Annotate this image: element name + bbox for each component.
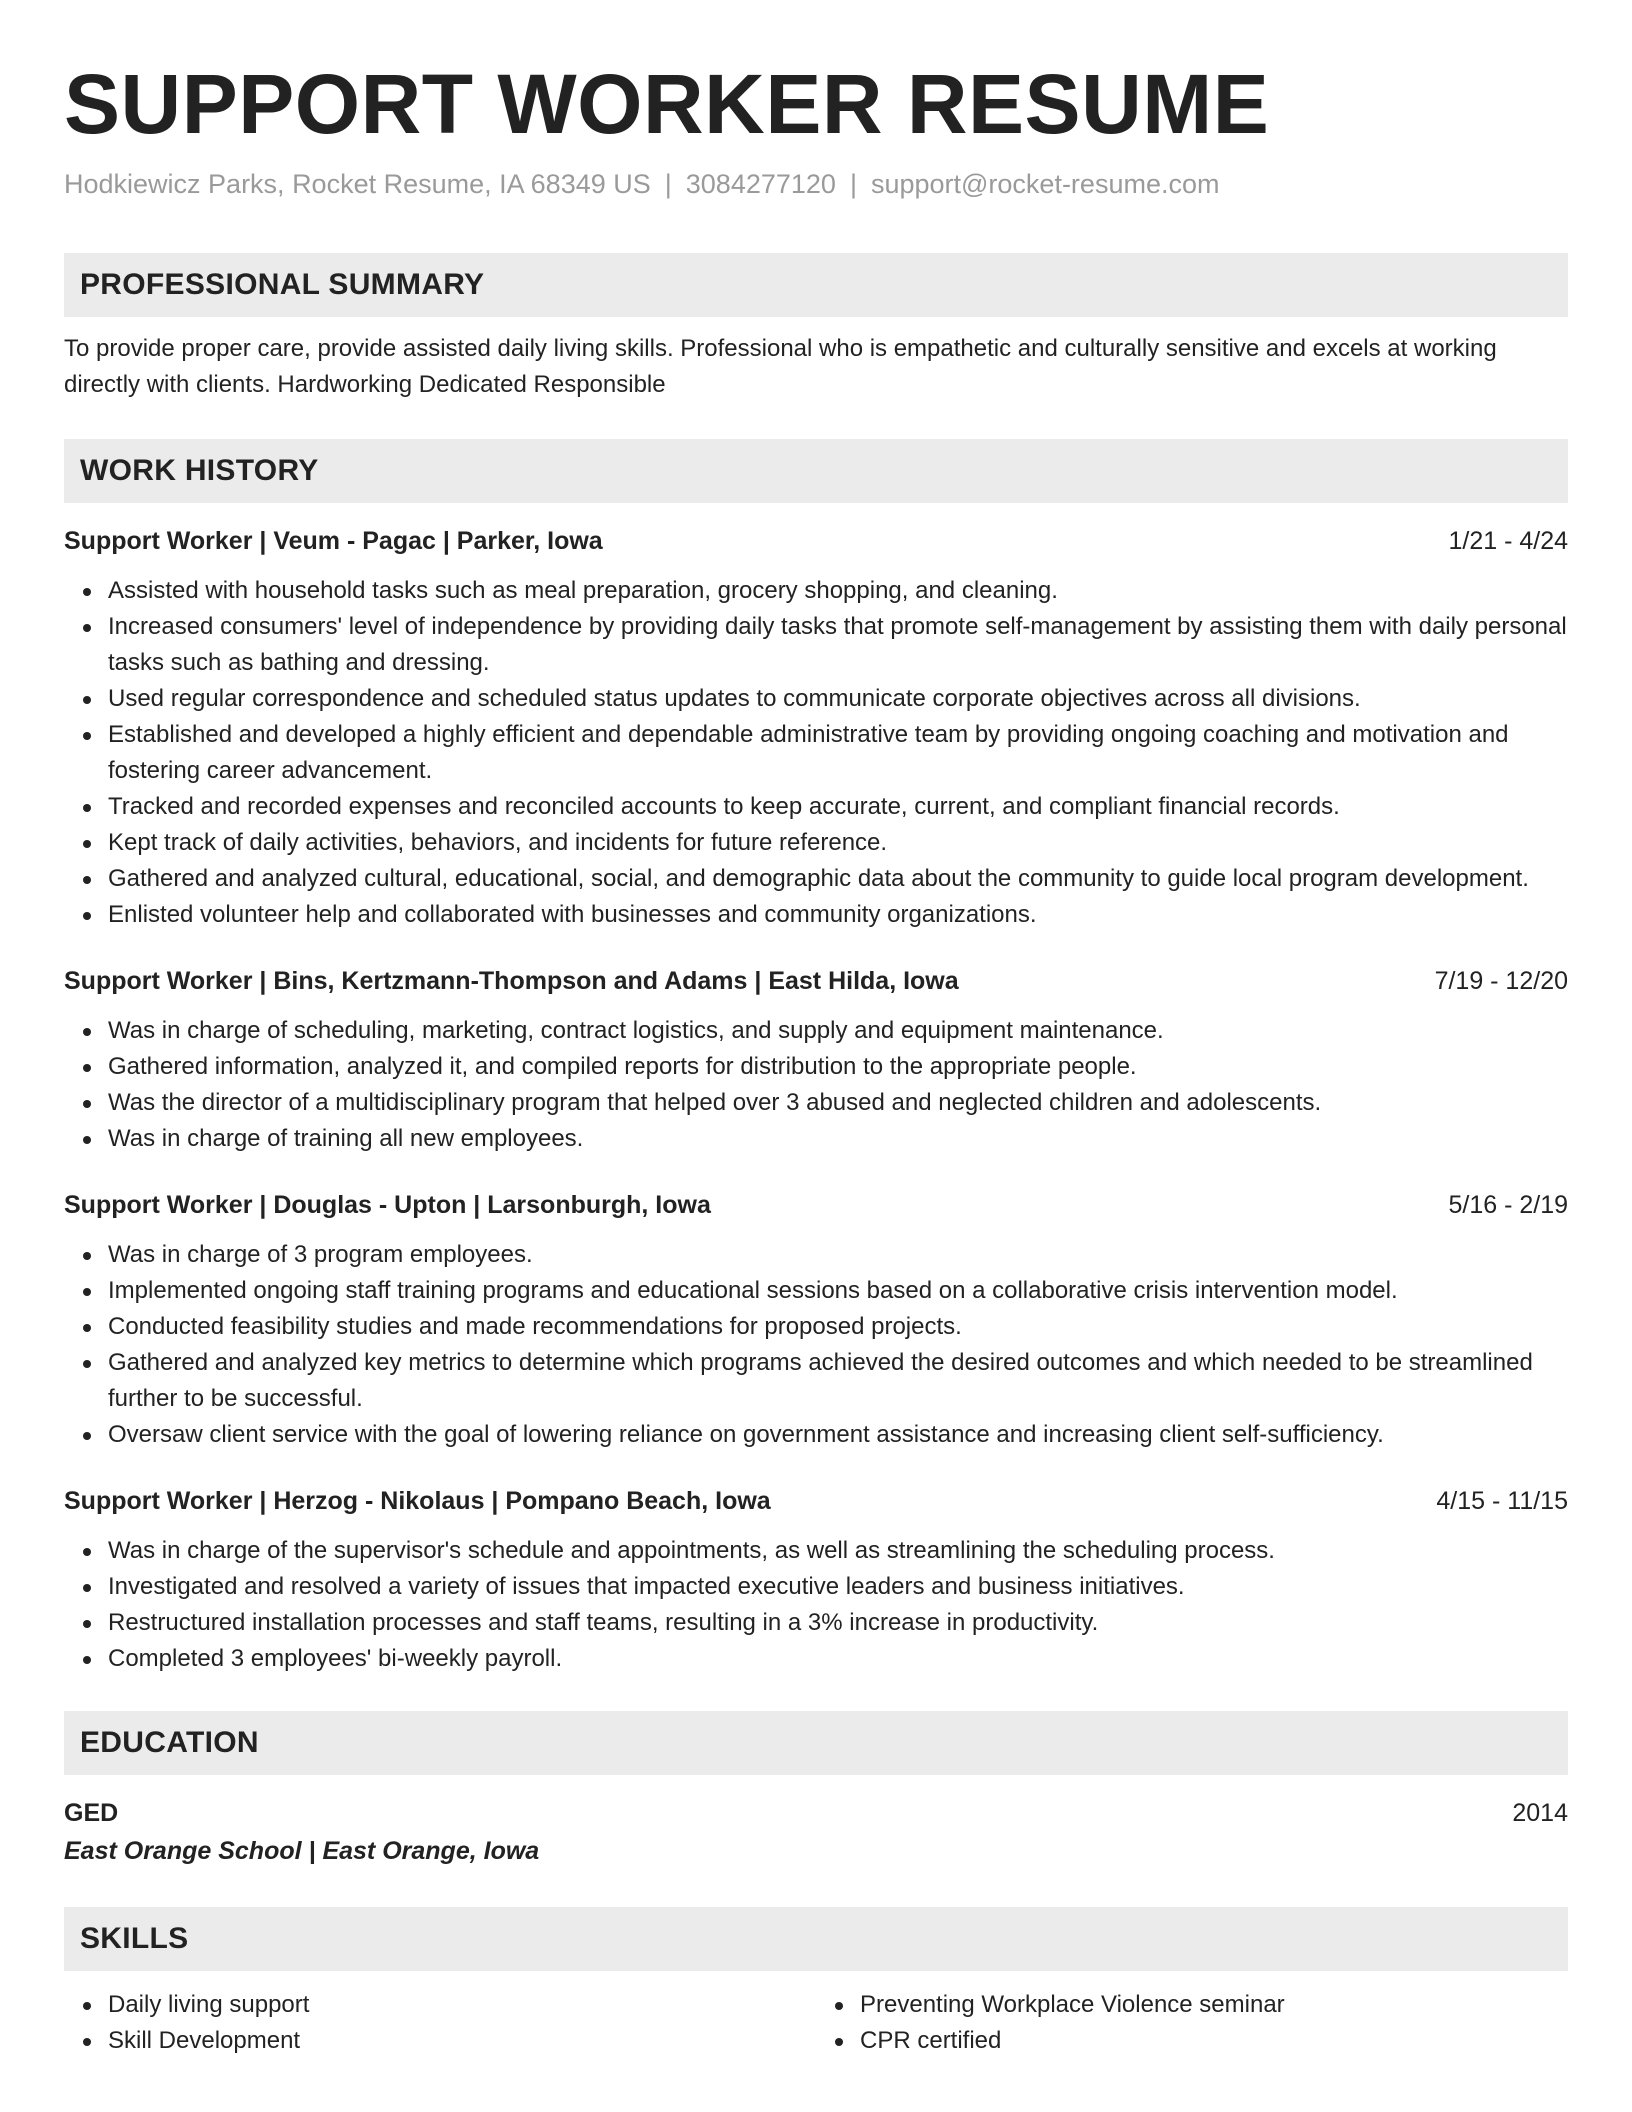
job-dates: 5/16 - 2/19: [1448, 1191, 1568, 1219]
job-bullet: Was in charge of the supervisor's schedule and appointments, as well as streamlining the scheduling process.: [108, 1533, 1568, 1569]
job-header: [64, 1187, 1568, 1223]
job-bullet: Gathered and analyzed key metrics to determine which programs achieved the desired outcomes and which needed to be streamlined further to be successful.: [108, 1345, 1568, 1417]
education-year: 2014: [1512, 1799, 1568, 1827]
skill-item: Daily living support: [108, 1987, 816, 2023]
contact-separator: |: [664, 169, 672, 199]
job-bullet: Kept track of daily activities, behaviors, and incidents for future reference.: [108, 825, 1568, 861]
job-bullet: Tracked and recorded expenses and reconciled accounts to keep accurate, current, and compliant financial records.: [108, 789, 1568, 825]
job-bullet: Was in charge of scheduling, marketing, contract logistics, and supply and equipment maintenance.: [108, 1013, 1568, 1049]
contact-line: [64, 166, 1568, 202]
job-bullet: Was in charge of training all new employees.: [108, 1121, 1568, 1157]
contact-phone: 3084277120: [685, 169, 836, 199]
job-dates: 7/19 - 12/20: [1434, 967, 1568, 995]
job-bullet: Investigated and resolved a variety of issues that impacted executive leaders and business initiatives.: [108, 1569, 1568, 1605]
resume-title: SUPPORT WORKER RESUME: [64, 57, 1270, 151]
education-school: East Orange School | East Orange, Iowa: [64, 1837, 540, 1865]
skill-item: CPR certified: [860, 2023, 1568, 2059]
job-bullet: Enlisted volunteer help and collaborated with businesses and community organizations.: [108, 897, 1568, 933]
education-entry: [64, 1795, 1568, 1869]
skills-list: [64, 1987, 1568, 2059]
job-title: Support Worker | Veum - Pagac | Parker, Iowa: [64, 527, 603, 555]
job-bullet: Was in charge of 3 program employees.: [108, 1237, 1568, 1273]
section-header-skills: SKILLS: [64, 1907, 1568, 1971]
job-bullet: Restructured installation processes and staff teams, resulting in a 3% increase in productivity.: [108, 1605, 1568, 1641]
section-header-summary: PROFESSIONAL SUMMARY: [64, 253, 1568, 317]
job-bullet: Assisted with household tasks such as meal preparation, grocery shopping, and cleaning.: [108, 573, 1568, 609]
work-history-list: [64, 523, 1568, 1677]
job-dates: 1/21 - 4/24: [1448, 527, 1568, 555]
job-bullet: Established and developed a highly efficient and dependable administrative team by providing ongoing coaching and motivation and fostering career advancement.: [108, 717, 1568, 789]
job-title: Support Worker | Herzog - Nikolaus | Pompano Beach, Iowa: [64, 1487, 771, 1515]
skills-column-left: [64, 1987, 816, 2059]
job-entry: [64, 963, 1568, 1157]
job-bullets: [64, 1013, 1568, 1157]
job-header: [64, 963, 1568, 999]
job-bullets: [64, 1237, 1568, 1453]
contact-address: Hodkiewicz Parks, Rocket Resume, IA 68349 US: [64, 169, 651, 199]
summary-text: To provide proper care, provide assisted daily living skills. Professional who is empathetic and culturally sensitive and excels at working directly with clients. Hardworking Dedicated Responsible: [64, 335, 1497, 398]
job-entry: [64, 1187, 1568, 1453]
contact-separator: |: [849, 169, 857, 199]
job-bullet: Increased consumers' level of independence by providing daily tasks that promote self-management by assisting them with daily personal tasks such as bathing and dressing.: [108, 609, 1568, 681]
job-bullets: [64, 573, 1568, 933]
job-bullet: Was the director of a multidisciplinary program that helped over 3 abused and neglected children and adolescents.: [108, 1085, 1568, 1121]
job-bullet: Gathered and analyzed cultural, educational, social, and demographic data about the community to guide local program development.: [108, 861, 1568, 897]
job-bullet: Conducted feasibility studies and made recommendations for proposed projects.: [108, 1309, 1568, 1345]
job-bullet: Completed 3 employees' bi-weekly payroll.: [108, 1641, 1568, 1677]
job-header: [64, 1483, 1568, 1519]
job-title: Support Worker | Bins, Kertzmann-Thompson and Adams | East Hilda, Iowa: [64, 967, 959, 995]
job-bullet: Implemented ongoing staff training programs and educational sessions based on a collaborative crisis intervention model.: [108, 1273, 1568, 1309]
job-dates: 4/15 - 11/15: [1436, 1487, 1568, 1515]
job-entry: [64, 1483, 1568, 1677]
job-entry: [64, 523, 1568, 933]
contact-email: support@rocket-resume.com: [870, 169, 1220, 199]
skill-item: Preventing Workplace Violence seminar: [860, 1987, 1568, 2023]
section-header-education: EDUCATION: [64, 1711, 1568, 1775]
education-degree: GED: [64, 1799, 119, 1827]
skills-column-right: [816, 1987, 1568, 2059]
skill-item: Skill Development: [108, 2023, 816, 2059]
section-header-work-history: WORK HISTORY: [64, 439, 1568, 503]
job-header: [64, 523, 1568, 559]
job-bullet: Oversaw client service with the goal of lowering reliance on government assistance and increasing client self-sufficiency.: [108, 1417, 1568, 1453]
job-title: Support Worker | Douglas - Upton | Larsonburgh, Iowa: [64, 1191, 711, 1219]
job-bullets: [64, 1533, 1568, 1677]
job-bullet: Used regular correspondence and scheduled status updates to communicate corporate objectives across all divisions.: [108, 681, 1568, 717]
job-bullet: Gathered information, analyzed it, and compiled reports for distribution to the appropriate people.: [108, 1049, 1568, 1085]
